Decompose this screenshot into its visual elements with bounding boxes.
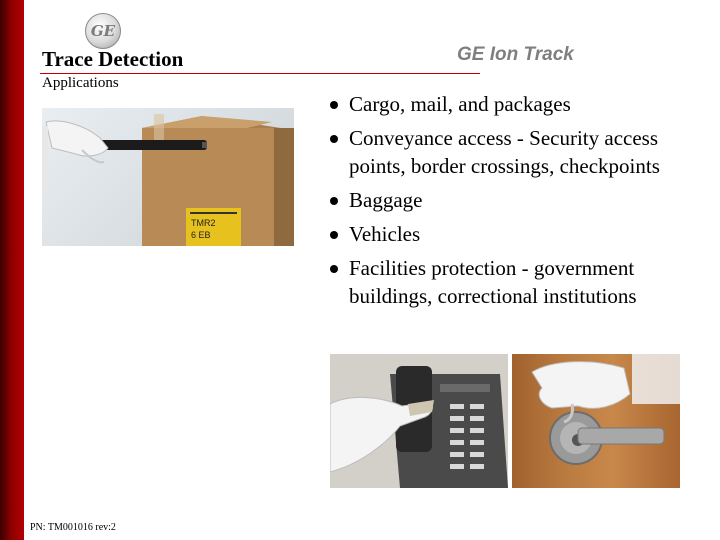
list-item	[330, 254, 710, 310]
bullet-icon	[330, 101, 338, 109]
box-label-line2: 6 EB	[191, 230, 211, 240]
header-rule	[40, 73, 480, 74]
list-item-text: Cargo, mail, and packages	[349, 92, 571, 116]
applications-list	[330, 90, 710, 316]
door-handle-sampling-illustration	[512, 354, 680, 488]
ge-logo-text: GE	[90, 22, 116, 40]
list-item	[330, 220, 710, 248]
list-item-text: Facilities protection - government buildings, correctional institutions	[349, 256, 637, 308]
ge-logo	[85, 13, 121, 49]
bullet-icon	[330, 135, 338, 143]
package-sampling-photo	[42, 108, 294, 246]
list-item	[330, 124, 710, 180]
list-item	[330, 90, 710, 118]
slide-title: Trace Detection	[42, 47, 184, 71]
bullet-icon	[330, 231, 338, 239]
slide-subtitle: Applications	[42, 75, 119, 91]
door-handle-sampling-photo	[512, 354, 680, 488]
document-id: PN: TM001016 rev:2	[30, 522, 116, 533]
list-item-text: Conveyance access - Security access points, border crossings, checkpoints	[349, 126, 660, 178]
telephone-sampling-photo	[330, 354, 508, 488]
bullet-icon	[330, 197, 338, 205]
list-item-text: Baggage	[349, 188, 423, 212]
left-accent-bar	[0, 0, 24, 540]
brand-name: GE Ion Track	[457, 44, 574, 65]
telephone-sampling-illustration	[330, 354, 508, 488]
box-label-line1: TMR2	[191, 218, 216, 228]
package-sampling-illustration	[42, 108, 294, 246]
bullet-icon	[330, 265, 338, 273]
list-item	[330, 186, 710, 214]
list-item-text: Vehicles	[349, 222, 421, 246]
